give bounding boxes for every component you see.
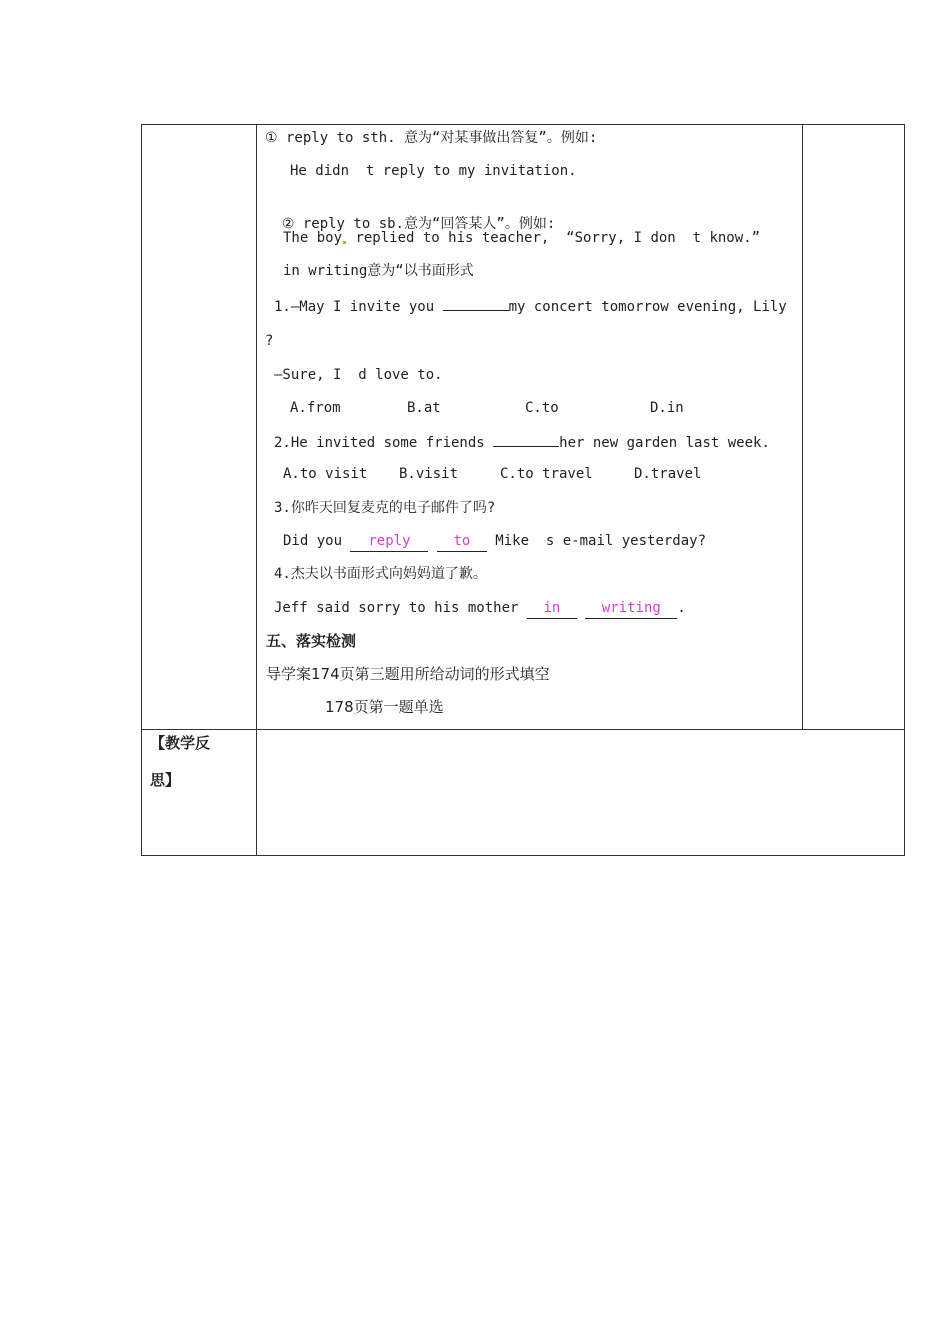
question-4-text-b: . [677, 600, 686, 616]
question-2-option-b: B.visit [399, 466, 459, 482]
explanation-line-1: ① reply to sth. 意为“对某事做出答复”。例如: [265, 130, 598, 146]
explanation-line-3: in writing意为“以书面形式 [283, 263, 474, 279]
question-3-answer-2: to [437, 531, 487, 552]
section-5-heading: 五、落实检测 [266, 632, 357, 650]
reflection-label-line-2: 思】 [150, 771, 181, 789]
question-3-answer-1: reply [350, 531, 428, 552]
question-1-response: —Sure, I d love to. [274, 367, 443, 383]
question-2-text-b: her new garden last week. [559, 435, 770, 451]
question-3: 3.你昨天回复麦克的电子邮件了吗? [274, 500, 496, 516]
reflection-label-line-1: 【教学反 [150, 734, 211, 752]
question-3-answer-line [283, 531, 706, 552]
question-1-option-a: A.from [290, 400, 341, 416]
question-1-blank[interactable] [443, 295, 509, 311]
question-3-text-a: Did you [283, 533, 351, 549]
example-text-2a: The boy [283, 230, 343, 246]
question-1-cont: ? [265, 333, 274, 349]
example-text-2b: replied to his teacher, “Sorry, I don t know.” [347, 230, 761, 246]
question-4-answer-2: writing [585, 598, 677, 619]
question-2-option-c: C.to travel [500, 466, 593, 482]
task-line-2: 178页第一题单选 [325, 698, 444, 716]
highlight-dot [343, 241, 346, 244]
example-line-2 [283, 228, 760, 248]
question-1 [274, 295, 787, 317]
column-divider-left [256, 124, 257, 856]
question-1-option-c: C.to [525, 400, 559, 416]
question-2-blank[interactable] [493, 431, 559, 447]
question-4-answer-line [274, 598, 686, 619]
question-1-option-b: B.at [407, 400, 441, 416]
example-line-1: He didn t reply to my invitation. [290, 163, 577, 179]
question-2 [274, 431, 770, 453]
row-divider [141, 729, 905, 730]
question-4-answer-1: in [527, 598, 577, 619]
question-1-option-d: D.in [650, 400, 684, 416]
task-line-1: 导学案174页第三题用所给动词的形式填空 [266, 665, 550, 683]
question-2-text-a: 2.He invited some friends [274, 435, 494, 451]
question-4: 4.杰夫以书面形式向妈妈道了歉。 [274, 566, 487, 582]
question-4-text-a: Jeff said sorry to his mother [274, 600, 527, 616]
explanation-text-2: ② reply to sb.意为“回答某人”。例如: [281, 216, 556, 232]
question-1-text-b: my concert tomorrow evening, Lily [508, 299, 787, 315]
column-divider-right [802, 124, 803, 729]
question-1-text-a: 1.—May I invite you [274, 299, 443, 315]
question-2-option-a: A.to visit [283, 466, 368, 482]
question-3-text-b: Mike s e-mail yesterday? [486, 533, 707, 549]
question-2-option-d: D.travel [634, 466, 702, 482]
